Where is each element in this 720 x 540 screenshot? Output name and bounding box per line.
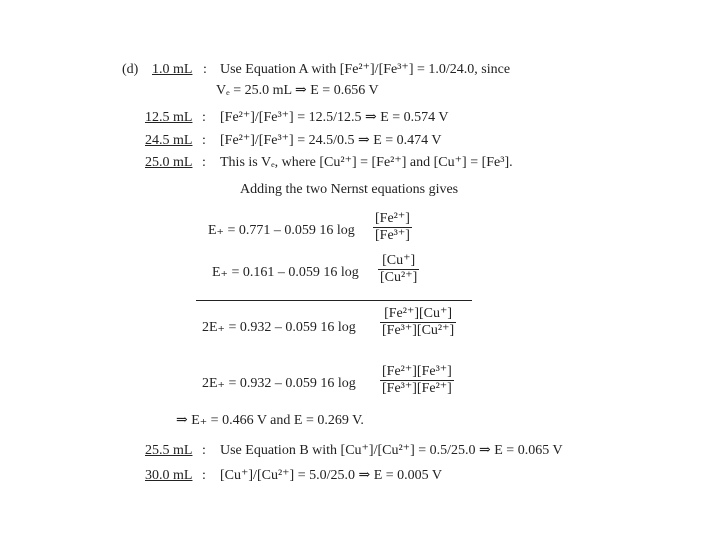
eq2-fraction xyxy=(378,253,419,286)
row-volume: 24.5 mL xyxy=(145,133,193,148)
colon: : xyxy=(202,443,206,458)
volume-1-0: 1.0 mL xyxy=(152,62,193,77)
eq3-numerator: [Fe²⁺][Cu⁺] xyxy=(380,306,456,323)
row-text: [Cu⁺]/[Cu²⁺] = 5.0/25.0 ⇒ E = 0.005 V xyxy=(220,468,443,483)
row-volume: 12.5 mL xyxy=(145,110,193,125)
row-text: Use Equation B with [Cu⁺]/[Cu²⁺] = 0.5/25.0 ⇒ E = 0.065 V xyxy=(220,443,563,458)
row-text: [Fe²⁺]/[Fe³⁺] = 12.5/12.5 ⇒ E = 0.574 V xyxy=(220,110,449,125)
eq4-fraction xyxy=(380,364,454,397)
eq3-lhs: 2E₊ = 0.932 – 0.059 16 log xyxy=(202,320,356,335)
eq4-denominator: [Fe³⁺][Fe²⁺] xyxy=(382,381,452,396)
part-d-line-2: Vₑ = 25.0 mL ⇒ E = 0.656 V xyxy=(216,83,379,98)
eq4-numerator: [Fe²⁺][Fe³⁺] xyxy=(382,364,452,379)
colon: : xyxy=(202,468,206,483)
colon: : xyxy=(202,133,206,148)
eq2-lhs: E₊ = 0.161 – 0.059 16 log xyxy=(212,265,359,280)
eq4-lhs: 2E₊ = 0.932 – 0.059 16 log xyxy=(202,376,356,391)
eq1-numerator: [Fe²⁺] xyxy=(375,211,410,226)
eq1-fraction xyxy=(373,211,412,244)
eq1-denominator: [Fe³⁺] xyxy=(375,228,410,243)
part-d-line-1: Use Equation A with [Fe²⁺]/[Fe³⁺] = 1.0/24.0, since xyxy=(220,62,511,77)
colon: : xyxy=(203,62,207,77)
eq3-fraction xyxy=(380,306,456,339)
row-text: [Fe²⁺]/[Fe³⁺] = 24.5/0.5 ⇒ E = 0.474 V xyxy=(220,133,442,148)
colon: : xyxy=(202,110,206,125)
colon: : xyxy=(202,155,206,170)
eq1-lhs: E₊ = 0.771 – 0.059 16 log xyxy=(208,223,355,238)
eq3-denominator: [Fe³⁺][Cu²⁺] xyxy=(382,323,455,338)
result-line: ⇒ E₊ = 0.466 V and E = 0.269 V. xyxy=(176,413,364,428)
row-volume: 30.0 mL xyxy=(145,468,193,483)
eq2-numerator: [Cu⁺] xyxy=(378,253,419,270)
row-text: This is Vₑ, where [Cu²⁺] = [Fe²⁺] and [Cu⁺] = [Fe³]. xyxy=(220,155,513,170)
eq2-denominator: [Cu²⁺] xyxy=(380,270,418,285)
sum-rule xyxy=(196,300,472,301)
adding-text: Adding the two Nernst equations gives xyxy=(240,182,459,197)
row-volume: 25.0 mL xyxy=(145,155,193,170)
part-label: (d) xyxy=(122,62,139,77)
row-volume: 25.5 mL xyxy=(145,443,193,458)
